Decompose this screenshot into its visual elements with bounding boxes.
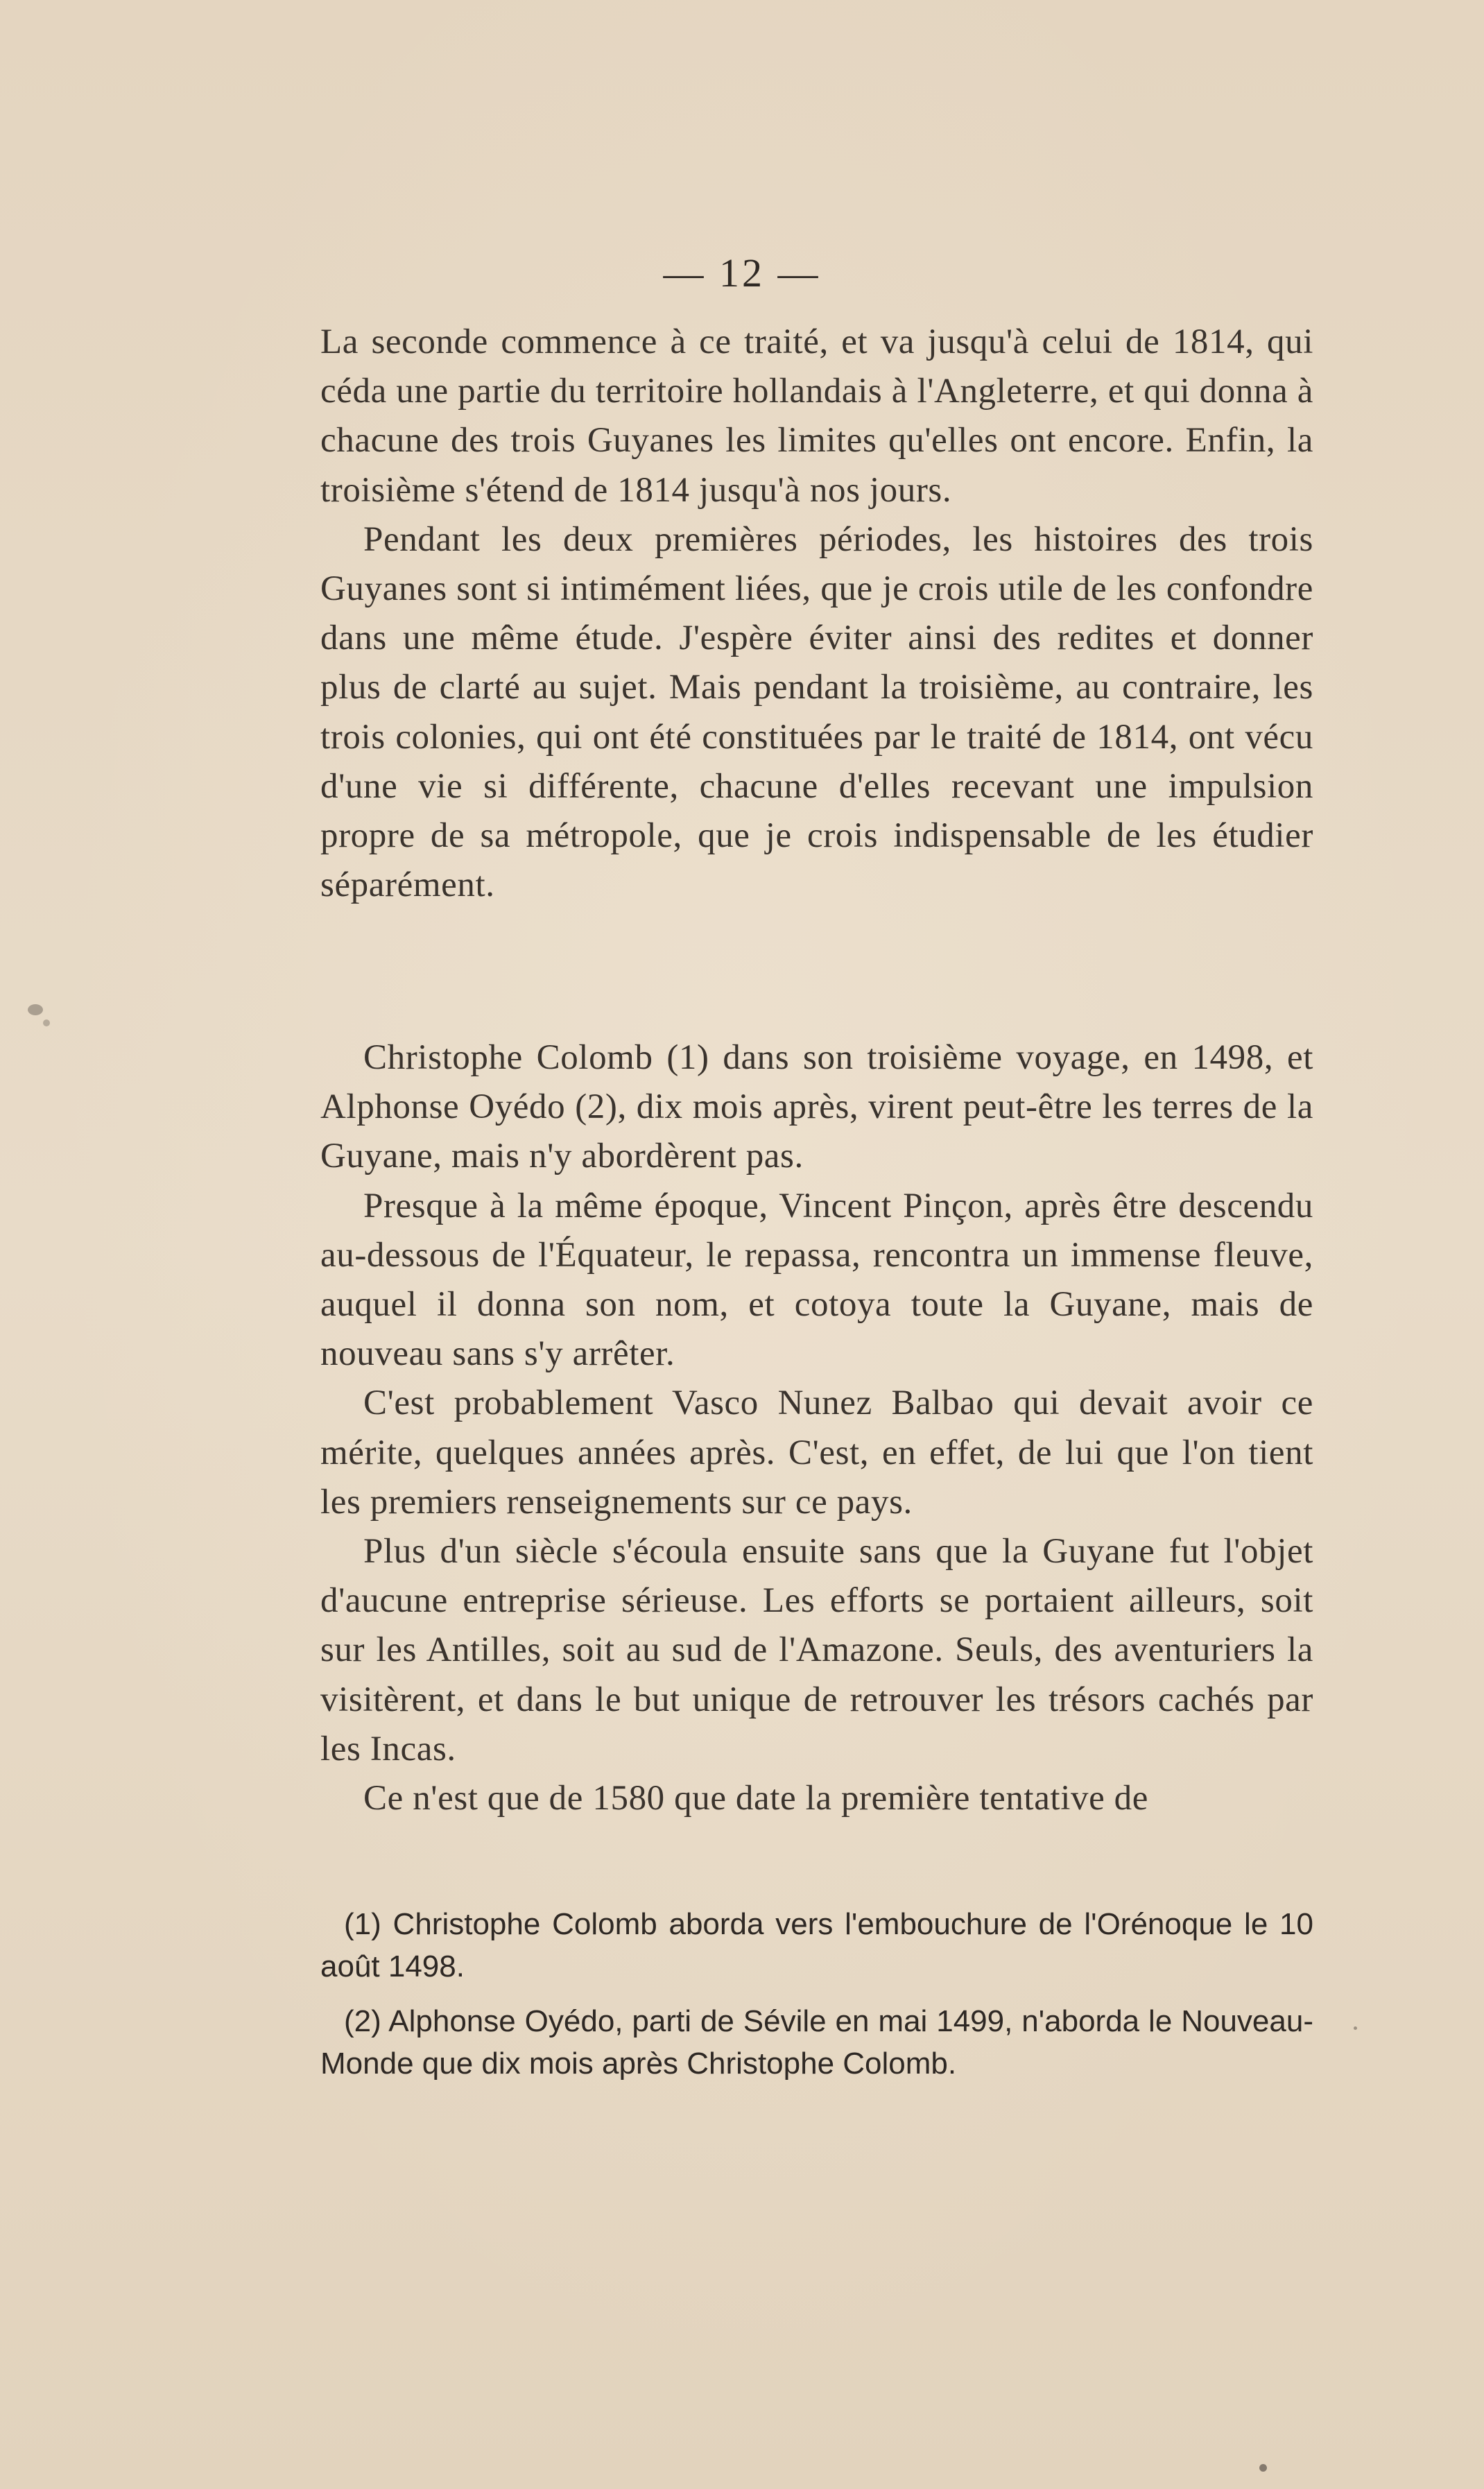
- paragraph: Presque à la même époque, Vincent Pinçon, après être descendu au-dessous de l'Équateur, le repassa, rencontra un immense fleuve, auquel il donna son nom, et cotoya toute la Guyane, mais de nouveau sans s'y arrêter.: [320, 1186, 1313, 1374]
- text-block-lower: [320, 1033, 1313, 1823]
- paragraph: Ce n'est que de 1580 que date la première tentative de: [363, 1779, 1148, 1818]
- footnote: (1) Christophe Colomb aborda vers l'embouchure de l'Orénoque le 10 août 1498.: [320, 1907, 1313, 1983]
- ink-speck: [1259, 2464, 1267, 2472]
- footnote: (2) Alphonse Oyédo, parti de Sévile en mai 1499, n'aborda le Nouveau-Monde que dix mois après Christophe Colomb.: [320, 2004, 1313, 2081]
- page-number: — 12 —: [663, 250, 821, 295]
- paragraph: Pendant les deux premières périodes, les histoires des trois Guyanes sont si intimément liées, que je crois utile de les confondre dans une même étude. J'espère éviter ainsi des redites et donner plus de clarté au sujet. Mais pendant la troisième, au contraire, les trois colonies, qui ont été constituées par le traité de 1814, ont vécu d'une vie si différente, chacune d'elles recevant une impulsion propre de sa métropole, que je crois indispensable de les étudier séparément.: [320, 519, 1313, 905]
- ink-speck: [1354, 2026, 1357, 2030]
- text-block-upper: [320, 318, 1313, 910]
- footnotes: [320, 1903, 1313, 2097]
- ink-speck: [43, 1019, 50, 1026]
- paragraph: La seconde commence à ce traité, et va jusqu'à celui de 1814, qui céda une partie du territoire hollandais à l'Angleterre, et qui donna à chacune des trois Guyanes les limites qu'elles ont encore. Enfin, la troisième s'étend de 1814 jusqu'à nos jours.: [320, 322, 1313, 510]
- paragraph: Plus d'un siècle s'écoula ensuite sans que la Guyane fut l'objet d'aucune entreprise sérieuse. Les efforts se portaient ailleurs, soit sur les Antilles, soit au sud de l'Amazone. Seuls, des aventuriers la visitèrent, et dans le but unique de retrouver les trésors cachés par les Incas.: [320, 1532, 1313, 1768]
- paragraph: Christophe Colomb (1) dans son troisième voyage, en 1498, et Alphonse Oyédo (2), dix mois après, virent peut-être les terres de la Guyane, mais n'y abordèrent pas.: [320, 1038, 1313, 1176]
- paragraph: C'est probablement Vasco Nunez Balbao qui devait avoir ce mérite, quelques années après. C'est, en effet, de lui que l'on tient les premiers renseignements sur ce pays.: [320, 1384, 1313, 1522]
- ink-speck: [28, 1004, 43, 1015]
